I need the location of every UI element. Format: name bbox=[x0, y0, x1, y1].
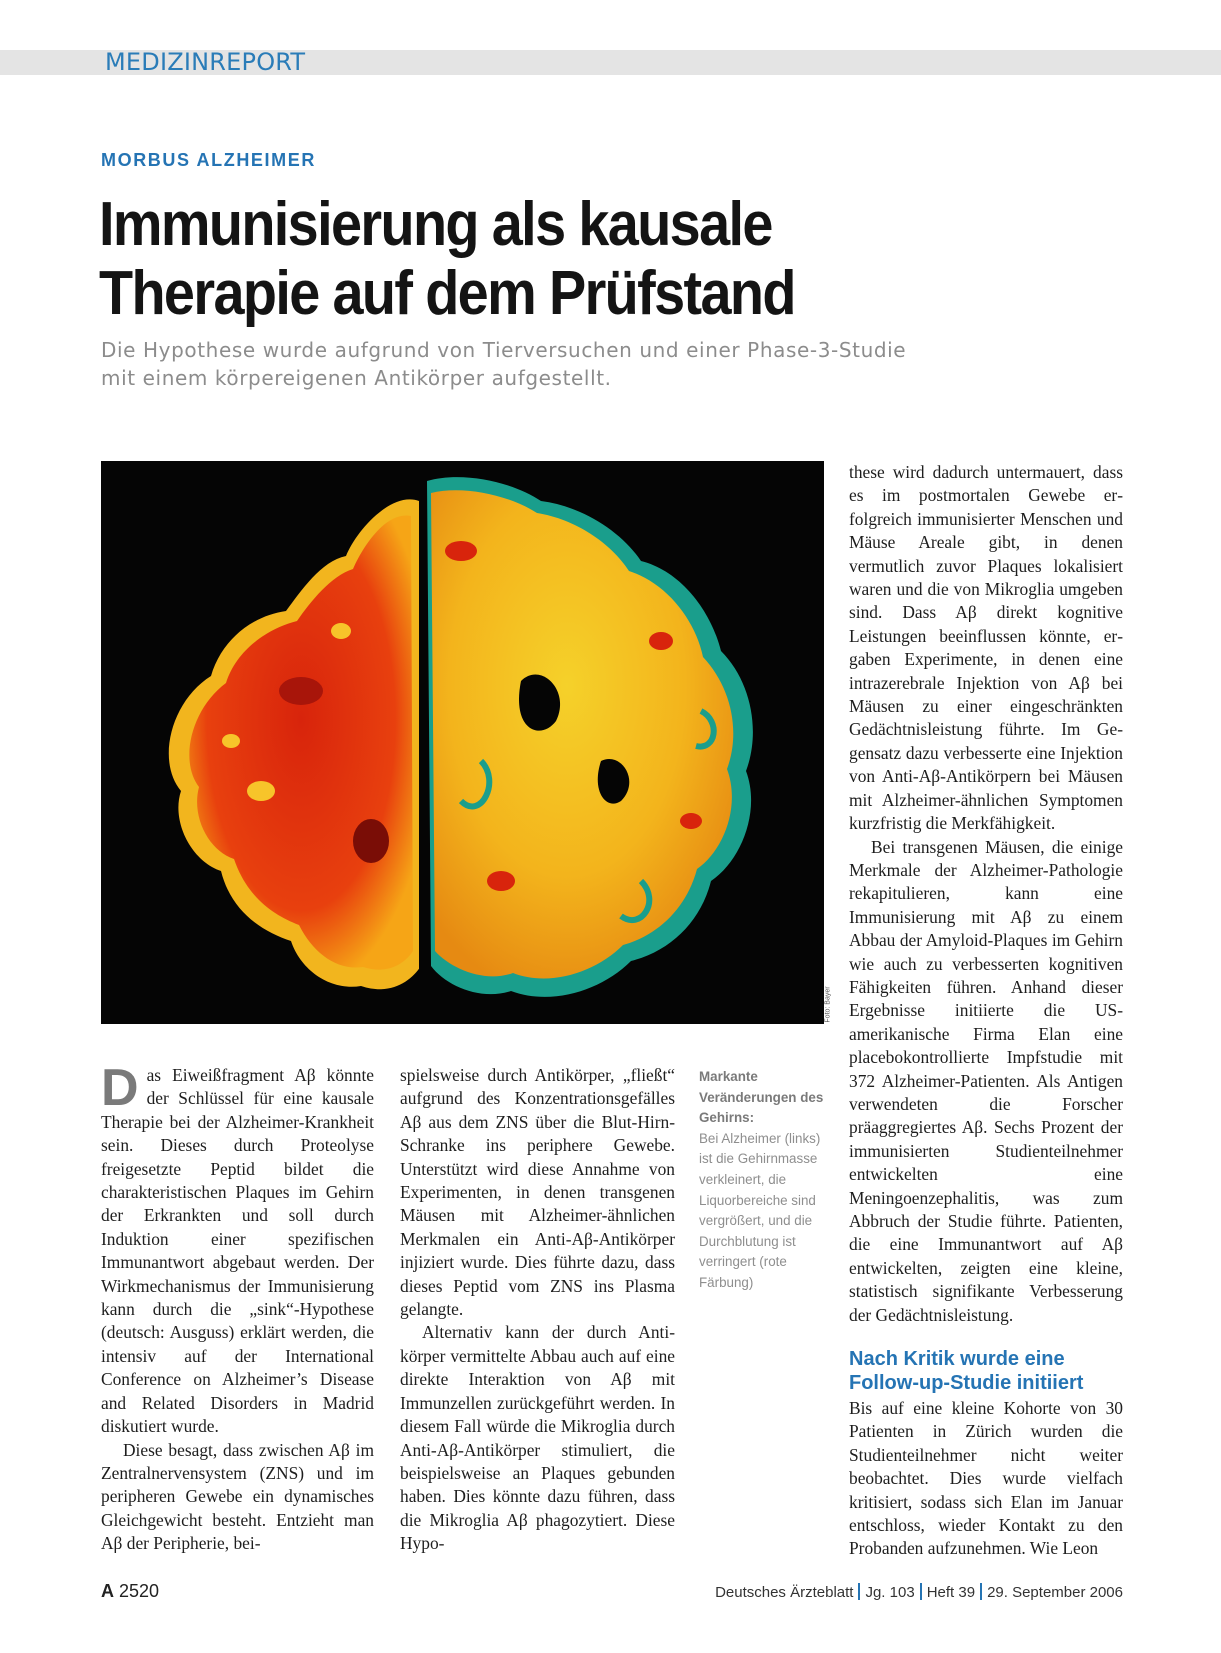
article-kicker: MORBUS ALZHEIMER bbox=[101, 150, 316, 170]
text-column-3 bbox=[849, 461, 1123, 1561]
section-banner-label: MEDIZINREPORT bbox=[105, 48, 306, 76]
journal-footer bbox=[715, 1583, 1123, 1601]
body-paragraph-4: Bei transgenen Mäusen, die einige Merkmale der Alzheimer-Pathologie rekapitulieren, kann eine Immunisierung mit Aβ zu einem Abbau der Amyloid-Plaques im Gehirn wie auch zu verbesserten kognitiven Fähigkeiten führen. Anhand dieser Ergebnisse initiierte die US-amerikanische Firma Elan eine placebokontrollierte Impfstudie mit 372 Alzheimer-Patienten. Als Antigen verwendeten die Forscher präaggregiertes Aβ. Sechs Prozent der immunisierten Studienteilnehmer entwickelten eine Meningoenzephalitis, was zum Abbruch der Studie führte. Patienten, die eine Immunantwort auf Aβ entwickelten, zeigten eine kleine, statistisch signifikante Verbesserung der Gedächtnisleistung. bbox=[849, 836, 1123, 1325]
drop-cap: D bbox=[101, 1059, 139, 1117]
brain-scan-image bbox=[101, 461, 824, 1024]
caption-heading: Markante Veränderungen des Gehirns: bbox=[699, 1069, 824, 1126]
section-subheading: Nach Kritik wurde eine Follow-up-Studie initiiert bbox=[849, 1348, 1084, 1395]
headline-line-1: Immunisierung als kausale bbox=[99, 190, 772, 259]
brain-scan-figure bbox=[101, 461, 824, 1024]
subheadline-line-1: Die Hypothese wurde aufgrund von Tierversuchen und einer Phase-3-Studie bbox=[101, 338, 907, 362]
journal-issue: Heft 39 bbox=[926, 1584, 976, 1601]
footer-separator bbox=[980, 1583, 982, 1600]
caption-text: Bei Alzheimer (links) ist die Gehirnmasse verkleinert, die Liquorbereiche sind vergrößert, und die Durchblutung ist verringert (rote Färbung) bbox=[699, 1130, 821, 1290]
body-paragraph-3: Alternativ kann der durch Antikörper vermittelte Abbau auch auf eine direkte Interaktion von Aβ mit Immunzellen zurückgeführt werden. In diesem Fall würde die Mikroglia durch Anti-Aβ-Antikörper stimuliert, die beispielsweise an Plaques gebunden haben. Dies könnte dazu führen, dass die Mikroglia Aβ phagozytiert. Diese Hypo- bbox=[400, 1322, 675, 1554]
text-column-1 bbox=[101, 1059, 374, 1556]
body-paragraph-1: Das Eiweißfragment Aβ könnte der Schlüssel für eine kausale Therapie bei der Alzheimer-Krankheit sein. Dieses durch Proteolyse freigesetzte Peptid bildet die charakteristischen Plaques im Gehirn der Erkrankten und soll durch Induktion einer spezifischen Immunantwort abgebaut werden. Der Wirkmechanismus der Immunisierung kann durch die „sink“-Hypothese (deutsch: Ausguss) erklärt werden, die intensiv auf der International Conference on Alzheimer’s Disease and Related Disorders in Madrid diskutiert wurde. bbox=[101, 1059, 374, 1437]
figure-caption bbox=[699, 1067, 825, 1294]
subheadline-line-2: mit einem körpereigenen Antikörper aufgestellt. bbox=[101, 366, 612, 390]
body-paragraph-5: Bis auf eine kleine Kohorte von 30 Patienten in Zürich wurden die Studienteilnehmer nicht weiter beobachtet. Dies wurde vielfach kritisiert, sodass sich Elan im Januar entschloss, wieder Kontakt zu den Probanden aufzunehmen. Wie Leon bbox=[849, 1398, 1123, 1559]
journal-volume: Jg. 103 bbox=[865, 1584, 915, 1601]
text-column-2 bbox=[400, 1064, 675, 1556]
body-paragraph-3-cont: these wird dadurch untermauert, dass es im postmortalen Gewebe erfolgreich immunisierter Menschen und Mäuse Areale gibt, in denen vermutlich zuvor Plaques lokalisiert waren und die von Mikroglia umgeben sind. Dass Aβ direkt kognitive Leistungen beeinflussen könnte, ergaben Experimente, in denen eine intrazerebrale Injektion von Aβ bei Mäusen zu einer eingeschränkten Gedächtnisleistung führte. Im Gegensatz dazu verbesserte eine Injektion von Anti-Aβ-Antikörpern bei Mäusen mit Alzheimer-ähnlichen Symptomen kurzfristig die Merkfähigkeit. bbox=[849, 462, 1123, 834]
article-headline bbox=[99, 190, 999, 328]
journal-name: Deutsches Ärzteblatt bbox=[715, 1584, 854, 1601]
headline-line-2: Therapie auf dem Prüfstand bbox=[99, 259, 795, 328]
photo-credit: Foto: Bayer bbox=[824, 986, 832, 1023]
journal-date: 29. September 2006 bbox=[987, 1584, 1123, 1601]
article-subheadline bbox=[101, 336, 1001, 392]
footer-separator bbox=[920, 1583, 922, 1600]
body-paragraph-2: Diese besagt, dass zwischen Aβ im Zentralnervensystem (ZNS) und im peripheren Gewebe ein dynamisches Gleichgewicht besteht. Entzieht man Aβ der Peripherie, bei- bbox=[101, 1439, 374, 1554]
footer-separator bbox=[858, 1583, 860, 1600]
body-paragraph-2-cont: spielsweise durch Antikörper, „fließt“ aufgrund des Konzentrationsgefälles Aβ aus dem ZNS über die Blut-Hirn-Schranke ins periphere Gewebe. Unterstützt wird diese Annahme von Experimenten, in denen transgenen Mäusen mit Alzheimer-ähnlichen Merkmalen ein Anti-Aβ-Antikörper injiziert wurde. Dies führte dazu, dass dieses Peptid vom ZNS ins Plasma gelangte. bbox=[400, 1065, 675, 1320]
page-number: A 2520 bbox=[101, 1581, 160, 1601]
